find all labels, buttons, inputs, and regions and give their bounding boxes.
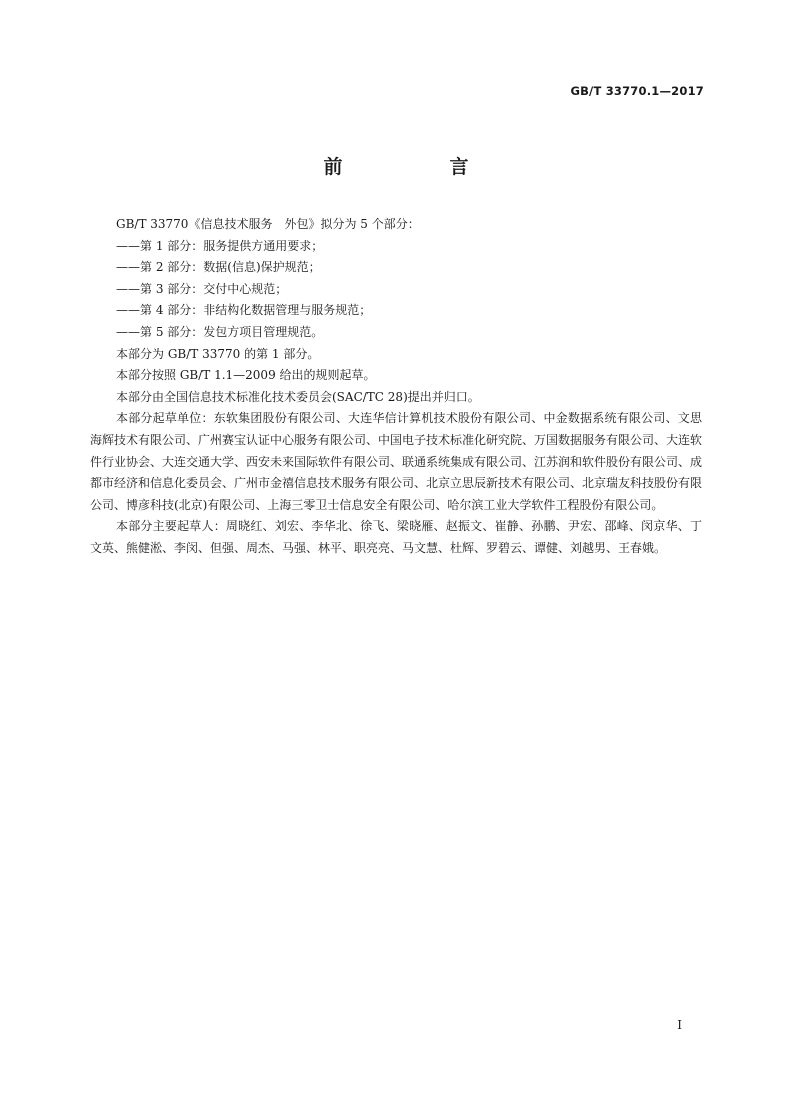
paragraph-part-statement: 本部分为 GB/T 33770 的第 1 部分。 [116, 346, 320, 361]
list-item-part-4: ——第 4 部分：非结构化数据管理与服务规范； [116, 303, 372, 318]
list-item-part-3: ——第 3 部分：交付中心规范； [116, 281, 288, 296]
page-number: I [677, 1018, 682, 1032]
page-title: 前 言 [323, 156, 513, 178]
paragraph-drafters: 本部分主要起草人：周晓红、刘宏、李华北、徐飞、梁晓雁、赵振文、崔静、孙鹏、尹宏、邵峰、闵京华、丁文英、熊健淞、李闵、但强、周杰、马强、林平、职亮亮、马文慧、杜辉、罗碧云、谭健、刘越男、王春娥。 [90, 519, 702, 555]
standard-code: GB/T 33770.1—2017 [570, 84, 704, 98]
foreword-body [90, 214, 702, 560]
list-item-part-2: ——第 2 部分：数据(信息)保护规范； [116, 260, 321, 275]
paragraph-drafting-units: 本部分起草单位：东软集团股份有限公司、大连华信计算机技术股份有限公司、中金数据系统有限公司、文思海辉技术有限公司、广州赛宝认证中心服务有限公司、中国电子技术标准化研究院、万国数据服务有限公司、大连软件行业协会、大连交通大学、西安未来国际软件有限公司、联通系统集成有限公司、江苏润和软件股份有限公司、成都市经济和信息化委员会、广州市金禧信息技术服务有限公司、北京立思辰新技术有限公司、北京瑞友科技股份有限公司、博彦科技(北京)有限公司、上海三零卫士信息安全有限公司、哈尔滨工业大学软件工程股份有限公司。 [90, 411, 703, 512]
list-item-part-5: ——第 5 部分：发包方项目管理规范。 [116, 324, 324, 339]
paragraph-proposer: 本部分由全国信息技术标准化技术委员会(SAC/TC 28)提出并归口。 [116, 389, 480, 404]
list-item-part-1: ——第 1 部分：服务提供方通用要求； [116, 238, 324, 253]
paragraph-drafting-rules: 本部分按照 GB/T 1.1—2009 给出的规则起草。 [116, 368, 376, 383]
paragraph-intro: GB/T 33770《信息技术服务 外包》拟分为 5 个部分： [116, 217, 420, 231]
